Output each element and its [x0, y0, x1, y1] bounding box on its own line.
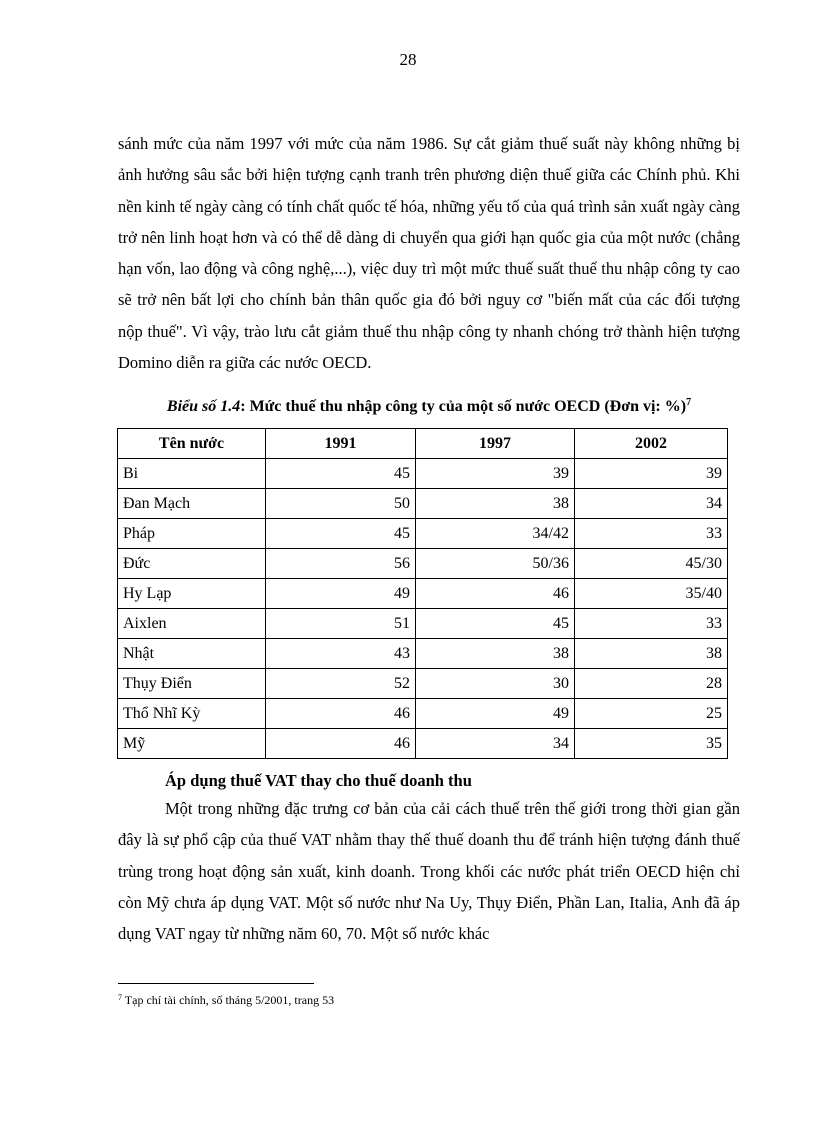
footnote [118, 993, 334, 1008]
tax-rate-cell: 28 [575, 669, 728, 699]
tax-rate-cell: 46 [416, 579, 575, 609]
tax-rate-cell: 25 [575, 699, 728, 729]
tax-rate-cell: 33 [575, 609, 728, 639]
tax-rate-cell: 34/42 [416, 519, 575, 549]
caption-label: Biểu số 1.4 [166, 398, 241, 415]
tax-rate-cell: 30 [416, 669, 575, 699]
header-2002: 2002 [575, 429, 728, 459]
header-country: Tên nước [118, 429, 266, 459]
footnote-text: Tạp chí tài chính, số tháng 5/2001, trang 53 [124, 993, 335, 1007]
tax-rate-cell: 56 [266, 549, 416, 579]
table-row [118, 489, 728, 519]
header-1997: 1997 [416, 429, 575, 459]
tax-rate-cell: 45 [416, 609, 575, 639]
tax-rate-cell: 39 [575, 459, 728, 489]
page-number: 28 [399, 50, 417, 69]
tax-rate-cell: 35 [575, 729, 728, 759]
paragraph-vat: Một trong những đặc trưng cơ bản của cải cách thuế trên thế giới trong thời gian gần đây là sự phổ cập của thuế VAT nhằm thay thế thuế doanh thu để tránh hiện tượng đánh thuế trùng trong hoạt động sản xuất, kinh doanh. Trong khối các nước phát triển OECD hiện chỉ còn Mỹ chưa áp dụng VAT. Một số nước như Na Uy, Thụy Điển, Phần Lan, Italia, Anh đã áp dụng VAT ngay từ những năm 60, 70. Một số nước khác [118, 799, 740, 944]
country-name-cell: Bi [118, 459, 266, 489]
tax-rate-cell: 45/30 [575, 549, 728, 579]
tax-rate-cell: 45 [266, 459, 416, 489]
country-name-cell: Mỹ [118, 729, 266, 759]
tax-rate-cell: 38 [416, 639, 575, 669]
caption-footnote-ref: 7 [686, 397, 692, 408]
tax-rate-cell: 39 [416, 459, 575, 489]
tax-rate-cell: 43 [266, 639, 416, 669]
tax-rate-cell: 51 [266, 609, 416, 639]
oecd-tax-table [117, 428, 728, 759]
country-name-cell: Đan Mạch [118, 489, 266, 519]
tax-rate-cell: 33 [575, 519, 728, 549]
footnote-marker: 7 [118, 993, 122, 1002]
table-row [118, 579, 728, 609]
tax-rate-cell: 46 [266, 729, 416, 759]
header-1991: 1991 [266, 429, 416, 459]
tax-rate-cell: 52 [266, 669, 416, 699]
country-name-cell: Pháp [118, 519, 266, 549]
paragraph-intro: sánh mức của năm 1997 với mức của năm 1986. Sự cắt giảm thuế suất này không những bị ảnh hưởng sâu sắc bởi hiện tượng cạnh tranh trên phương diện thuế giữa các Chính phủ. Khi nền kinh tế ngày càng có tính chất quốc tế hóa, những yếu tố của quá trình sản xuất ngày càng trở nên linh hoạt hơn và có thể dễ dàng di chuyển qua giới hạn quốc gia của một nước (chẳng hạn vốn, lao động và công nghệ,...), việc duy trì một mức thuế suất thuế thu nhập công ty cao sẽ trở nên bất lợi cho chính bản thân quốc gia đó bởi nguy cơ "biến mất của các đối tượng nộp thuế". Vì vậy, trào lưu cắt giảm thuế thu nhập công ty nhanh chóng trở thành hiện tượng Domino diễn ra giữa các nước OECD. [118, 134, 740, 373]
tax-rate-cell: 34 [416, 729, 575, 759]
tax-rate-cell: 50/36 [416, 549, 575, 579]
table-row [118, 459, 728, 489]
table-caption [118, 397, 740, 416]
tax-rate-cell: 38 [416, 489, 575, 519]
country-name-cell: Nhật [118, 639, 266, 669]
country-name-cell: Aixlen [118, 609, 266, 639]
tax-rate-cell: 50 [266, 489, 416, 519]
table-row [118, 549, 728, 579]
table-row [118, 699, 728, 729]
section-heading: Áp dụng thuế VAT thay cho thuế doanh thu [165, 771, 472, 790]
table-row [118, 609, 728, 639]
footnote-divider [118, 983, 314, 984]
tax-rate-cell: 34 [575, 489, 728, 519]
table-row [118, 519, 728, 549]
tax-rate-cell: 49 [416, 699, 575, 729]
table-row [118, 639, 728, 669]
caption-text: : Mức thuế thu nhập công ty của một số nước OECD (Đơn vị: %) [240, 398, 687, 415]
tax-rate-cell: 38 [575, 639, 728, 669]
tax-rate-cell: 49 [266, 579, 416, 609]
country-name-cell: Đức [118, 549, 266, 579]
tax-rate-cell: 35/40 [575, 579, 728, 609]
table-header-row [118, 429, 728, 459]
table-row [118, 669, 728, 699]
country-name-cell: Hy Lạp [118, 579, 266, 609]
tax-rate-cell: 46 [266, 699, 416, 729]
table-row [118, 729, 728, 759]
country-name-cell: Thổ Nhĩ Kỳ [118, 699, 266, 729]
tax-rate-cell: 45 [266, 519, 416, 549]
country-name-cell: Thụy Điển [118, 669, 266, 699]
